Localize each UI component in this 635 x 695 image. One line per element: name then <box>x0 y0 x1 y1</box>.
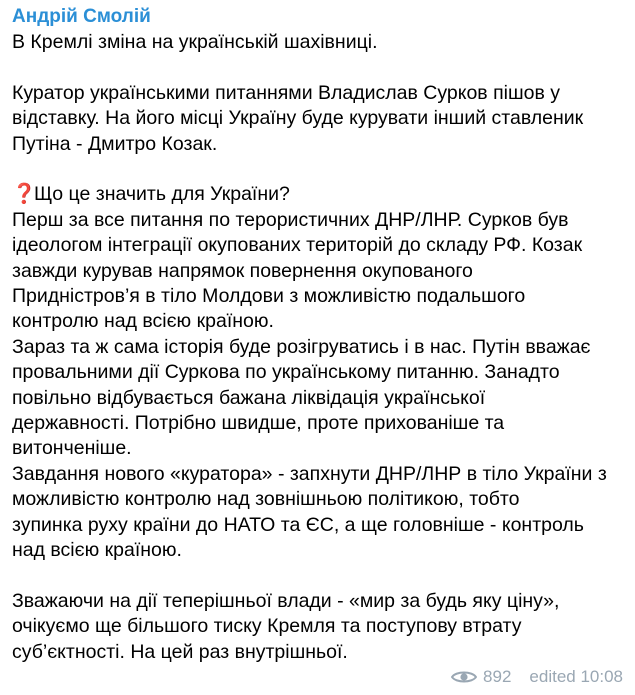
view-count: 892 <box>483 667 512 686</box>
post-text-line: Куратор українськими питаннями Владислав Сурков пішов у <box>12 81 560 104</box>
post-question-line <box>12 182 627 207</box>
author-name[interactable]: Андрій Смолій <box>12 6 151 27</box>
post-text-line: В Кремлі зміна на українській шахівниці. <box>12 31 378 53</box>
message-bubble <box>12 4 627 665</box>
post-text-line: Перш за все питання по терористичних ДНР/ЛНР. Сурков був <box>12 208 569 231</box>
post-text-line: завжди курував напрямок повернення окупованого <box>12 259 473 282</box>
question-text: Що це значить для України? <box>34 183 290 206</box>
post-text-line: Путіна - Дмитро Козак. <box>12 132 218 155</box>
red-question-mark-icon: ❓ <box>12 183 37 206</box>
post-text-line: можливістю контролю над зовнішньою політикою, тобто <box>12 488 520 511</box>
post-text-line: суб’єктності. На цей раз внутрішньої. <box>12 640 348 663</box>
post-text-line: очікуємо ще більшого тиску Кремля та поступову втрату <box>12 615 522 638</box>
post-text-line: відставку. На його місці Україну буде курувати інший ставленик <box>12 107 584 130</box>
post-text-line: Придністров’я в тіло Молдови з можливістю подальшого <box>12 285 526 308</box>
post-text-line: провальними дії Суркова по українському питанню. Занадто <box>12 361 560 384</box>
post-text-line: над всією країною. <box>12 539 182 562</box>
post-text-line: державності. Потрібно швидше, проте прихованіше та <box>12 412 505 435</box>
post-text-line: Завдання нового «куратора» - запхнути ДНР/ЛНР в тіло України з <box>12 462 607 485</box>
paragraph-gap <box>12 564 627 589</box>
post-text-line: зупинка руху країни до НАТО та ЄС, а ще головніше - контроль <box>12 513 584 536</box>
post-text-line: ідеологом інтеграції окупованих територій до складу РФ. Козак <box>12 234 583 257</box>
post-text-line: Зважаючи на дії теперішньої влади - «мир за будь яку ціну», <box>12 589 560 612</box>
paragraph-gap <box>12 55 627 80</box>
post-text-line: контролю над всією країною. <box>12 310 274 333</box>
paragraph-gap <box>12 157 627 182</box>
edited-timestamp: edited 10:08 <box>529 667 623 686</box>
eye-icon <box>451 669 477 685</box>
post-text-line: витонченіше. <box>12 437 132 460</box>
message-meta <box>451 667 623 687</box>
post-text-line: Зараз та ж сама історія буде розігруватись і в нас. Путін вважає <box>12 335 591 358</box>
post-text-line: повільно відбувається бажана ліквідація української <box>12 386 486 409</box>
